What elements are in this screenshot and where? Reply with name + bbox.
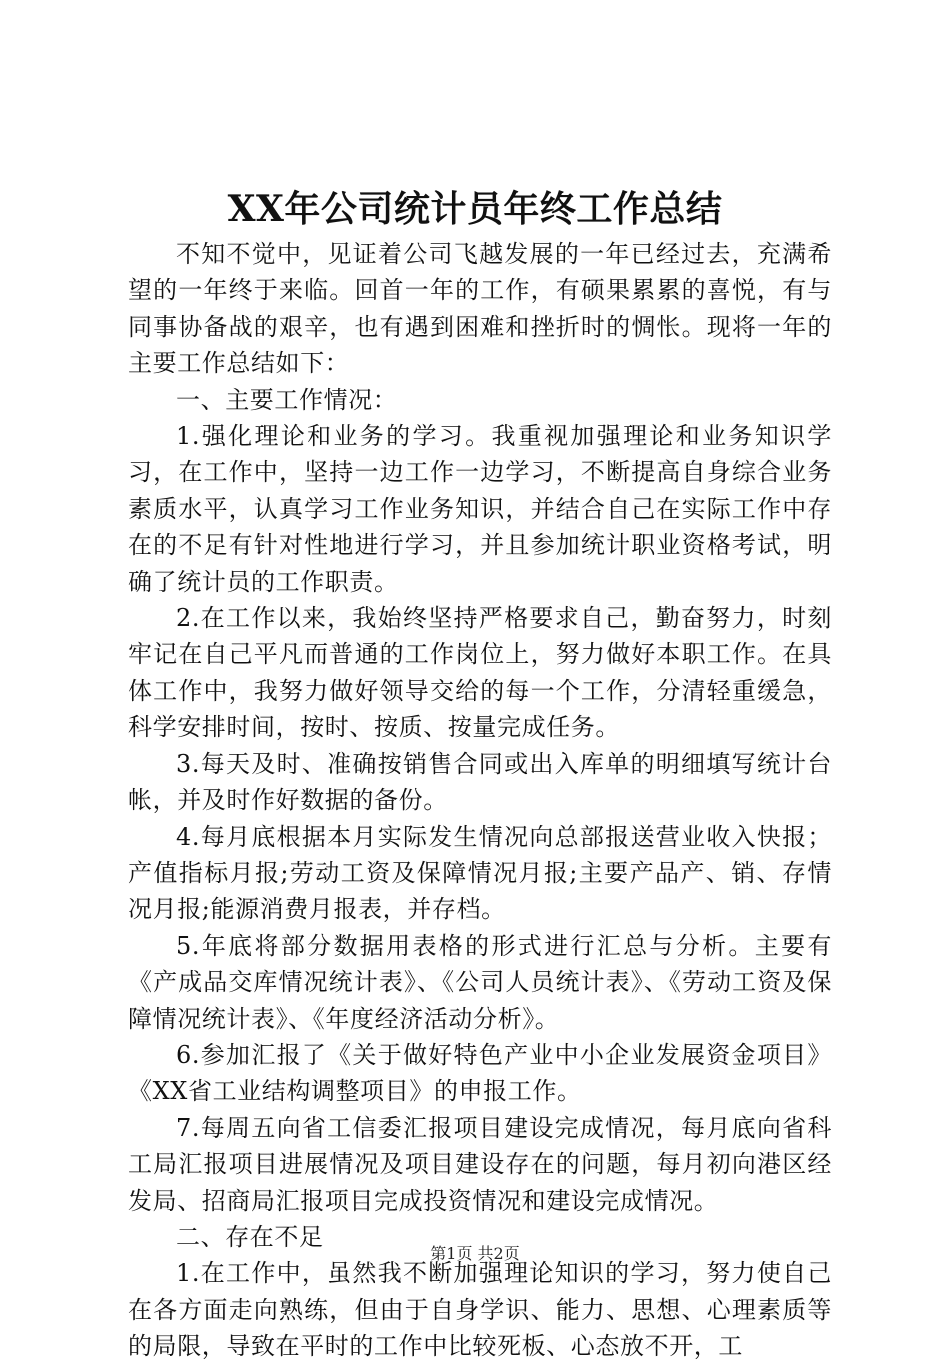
paragraph-shortcoming-1: 1.在工作中，虽然我不断加强理论知识的学习，努力使自己在各方面走向熟练，但由于自身学识、能力、思想、心理素质等的局限，导致在平时的工作中比较死板、心态放不开，工 — [128, 1259, 832, 1361]
paragraph-item-4: 4.每月底根据本月实际发生情况向总部报送营业收入快报；产值指标月报;劳动工资及保障情况月报;主要产品产、销、存情况月报;能源消费月报表，并存档。 — [128, 822, 832, 924]
paragraph-item-6: 6.参加汇报了《关于做好特色产业中小企业发展资金项目》《XX省工业结构调整项目》的申报工作。 — [128, 1040, 832, 1106]
section-heading-main-work: 一、主要工作情况： — [176, 385, 398, 414]
paragraph-intro: 不知不觉中，见证着公司飞越发展的一年已经过去，充满希望的一年终于来临。回首一年的工作，有硕果累累的喜悦，有与同事协备战的艰辛，也有遇到困难和挫折时的惆怅。现将一年的主要工作总结如下： — [128, 240, 832, 378]
paragraph-item-7: 7.每周五向省工信委汇报项目建设完成情况，每月底向省科工局汇报项目进展情况及项目建设存在的问题，每月初向港区经发局、招商局汇报项目完成投资情况和建设完成情况。 — [128, 1113, 832, 1215]
document-body — [128, 236, 832, 1365]
document-title: XX年公司统计员年终工作总结 — [227, 188, 723, 230]
paragraph-item-5: 5.年底将部分数据用表格的形式进行汇总与分析。主要有《产成品交库情况统计表》、《公司人员统计表》、《劳动工资及保障情况统计表》、《年度经济活动分析》。 — [128, 931, 832, 1033]
page-footer: 第1页 共2页 — [430, 1244, 520, 1263]
paragraph-item-2: 2.在工作以来，我始终坚持严格要求自己，勤奋努力，时刻牢记在自己平凡而普通的工作岗位上，努力做好本职工作。在具体工作中，我努力做好领导交给的每一个工作，分清轻重缓急，科学安排时间，按时、按质、按量完成任务。 — [128, 604, 832, 742]
paragraph-item-1: 1.强化理论和业务的学习。我重视加强理论和业务知识学习，在工作中，坚持一边工作一边学习，不断提高自身综合业务素质水平，认真学习工作业务知识，并结合自己在实际工作中存在的不足有针对性地进行学习，并且参加统计职业资格考试，明确了统计员的工作职责。 — [128, 422, 832, 596]
paragraph-item-3: 3.每天及时、准确按销售合同或出入库单的明细填写统计台帐，并及时作好数据的备份。 — [128, 749, 832, 815]
section-heading-shortcomings: 二、存在不足 — [176, 1222, 324, 1251]
